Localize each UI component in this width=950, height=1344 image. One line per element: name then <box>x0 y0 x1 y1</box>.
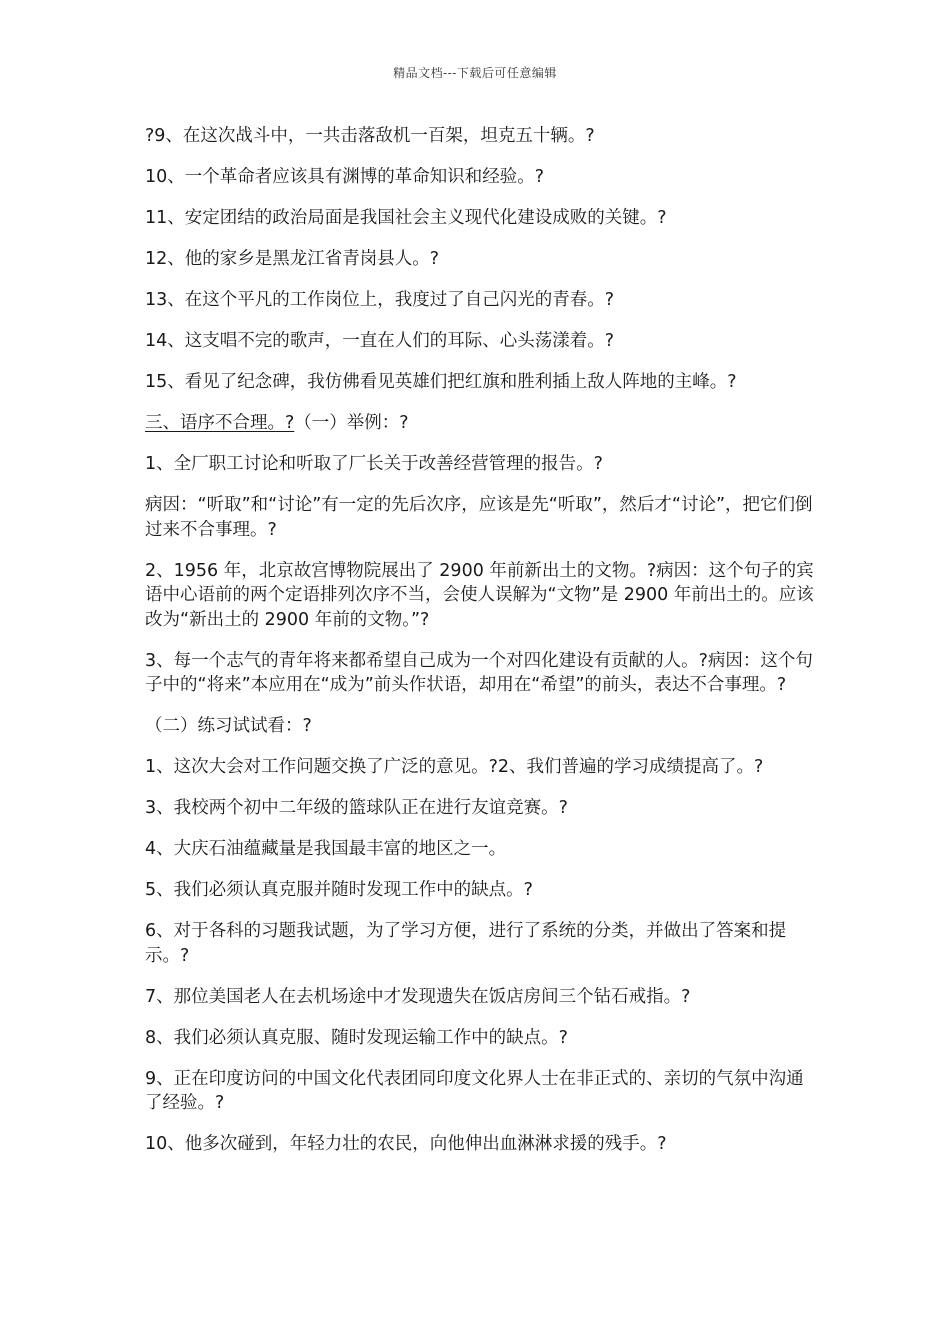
practice-9: 9、正在印度访问的中国文化代表团同印度文化界人士在非正式的、亲切的气氛中沟通了经验。? <box>145 1068 804 1113</box>
sentence-9: ?9、在这次战斗中，一共击落敌机一百架，坦克五十辆。? <box>145 126 595 146</box>
example-1-reason: 病因：“听取”和“讨论”有一定的先后次序，应该是先“听取”，然后才“讨论”，把它们倒过来不合事理。? <box>145 495 813 540</box>
document-body <box>145 124 817 1173</box>
practice-4: 4、大庆石油蕴藏量是我国最丰富的地区之一。 <box>145 839 507 859</box>
sentence-12: 12、他的家乡是黑龙江省青岗县人。? <box>145 249 440 269</box>
example-3: 3、每一个志气的青年将来都希望自己成为一个对四化建设有贡献的人。?病因：这个句子中的“将来”本应用在“成为”前头作状语，却用在“希望”的前头，表达不合事理。? <box>145 650 813 695</box>
sentence-11: 11、安定团结的政治局面是我国社会主义现代化建设成败的关键。? <box>145 208 667 228</box>
practice-10: 10、他多次碰到，年轻力壮的农民，向他伸出血淋淋求援的残手。? <box>145 1134 667 1154</box>
practice-8: 8、我们必须认真克服、随时发现运输工作中的缺点。? <box>145 1027 568 1048</box>
page-header: 精品文档---下载后可任意编辑 <box>393 66 557 80</box>
sentence-10: 10、一个革命者应该具有渊博的革命知识和经验。? <box>145 167 545 187</box>
example-1: 1、全厂职工讨论和听取了厂长关于改善经营管理的报告。? <box>145 454 603 474</box>
section-heading <box>145 411 817 436</box>
section-title: 三、语序不合理。? <box>145 413 295 433</box>
practice-7: 7、那位美国老人在去机场途中才发现遗失在饭店房间三个钻石戒指。? <box>145 986 691 1007</box>
practice-heading: （二）练习试试看：? <box>145 716 312 736</box>
section-example-label: （一）举例：? <box>294 413 409 433</box>
practice-3: 3、我校两个初中二年级的篮球队正在进行友谊竞赛。? <box>145 798 568 818</box>
sentence-13: 13、在这个平凡的工作岗位上，我度过了自己闪光的青春。? <box>145 290 615 310</box>
practice-6: 6、对于各科的习题我试题，为了学习方便，进行了系统的分类，并做出了答案和提示。? <box>145 921 787 966</box>
sentence-15: 15、看见了纪念碑，我仿佛看见英雄们把红旗和胜利插上敌人阵地的主峰。? <box>145 372 737 392</box>
practice-5: 5、我们必须认真克服并随时发现工作中的缺点。? <box>145 880 533 900</box>
example-2: 2、1956 年，北京故宫博物院展出了 2900 年前新出土的文物。?病因：这个句子的宾语中心语前的两个定语排列次序不当，会使人误解为“文物”是 2900 年前出土的。应该改为“新出土的 2900 年前的文物。”? <box>145 560 814 630</box>
practice-1: 1、这次大会对工作问题交换了广泛的意见。?2、我们普遍的学习成绩提高了。? <box>145 757 764 777</box>
sentence-14: 14、这支唱不完的歌声，一直在人们的耳际、心头荡漾着。? <box>145 331 615 351</box>
